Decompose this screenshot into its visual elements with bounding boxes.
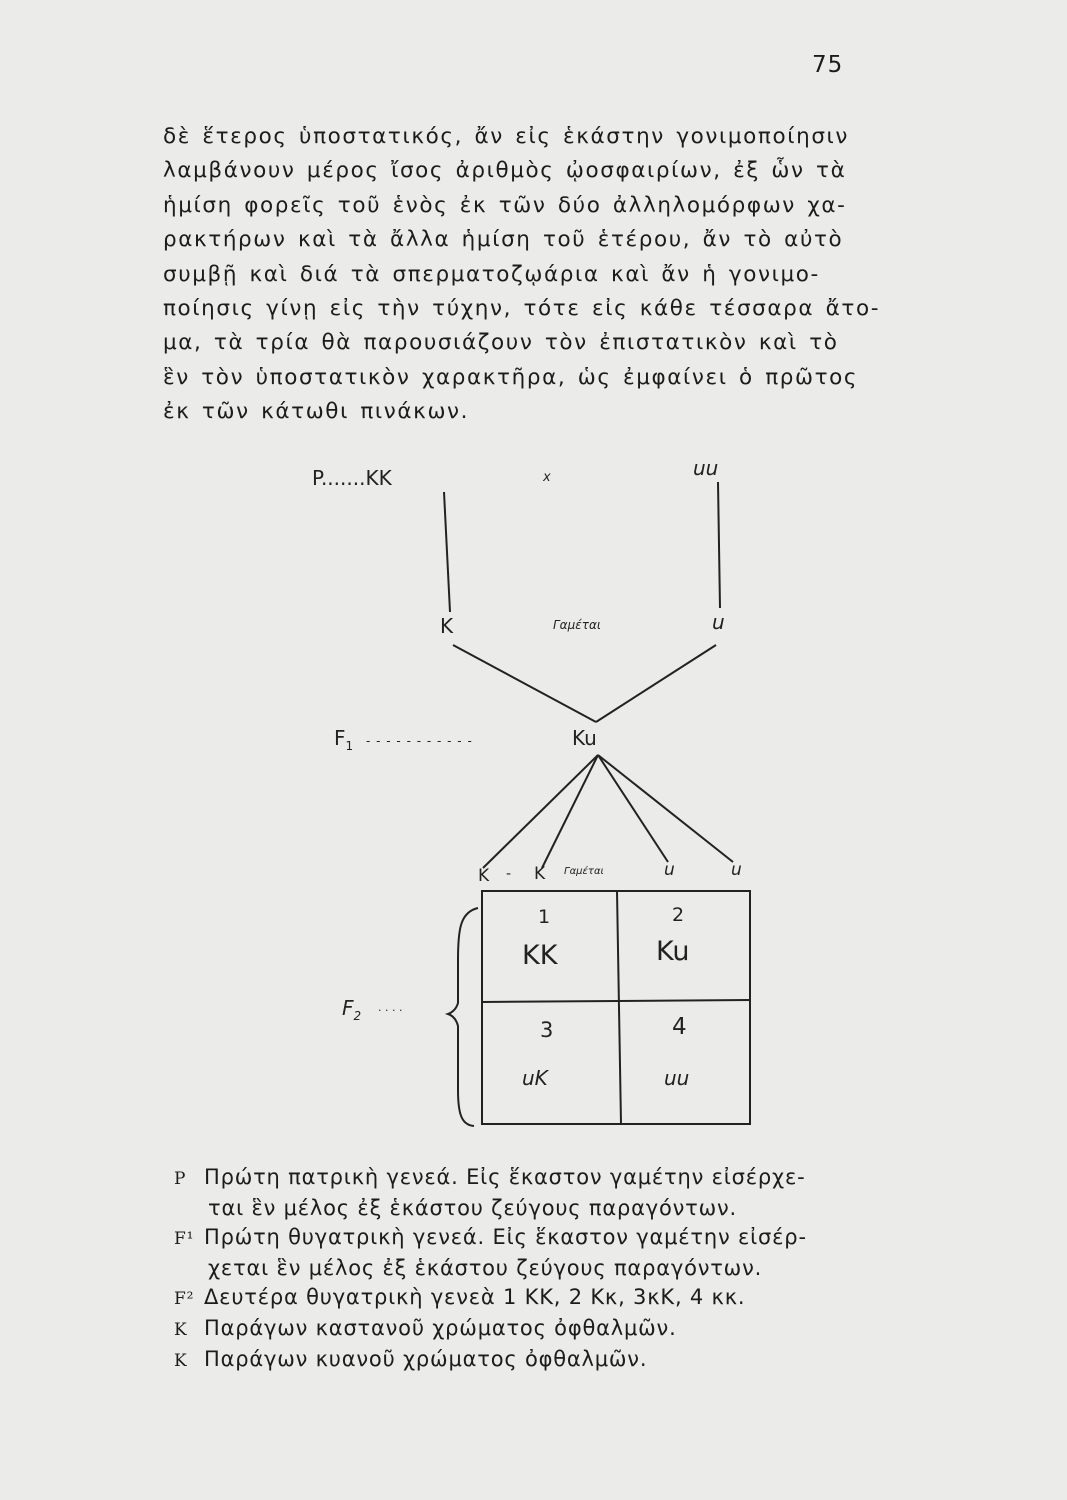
legend-text: Πρώτη πατρικὴ γενεά. Εἰς ἕκαστον γαμέτην εἰσέρχε- [204,1165,806,1189]
legend-text: Δευτέρα θυγατρικὴ γενεὰ 1 ΚΚ, 2 Κκ, 3κΚ, 4 κκ. [204,1285,746,1309]
f1-gamete: K [534,864,546,884]
f2-letter: F [342,996,354,1020]
gametes-label-bottom: Γαμέται [564,866,604,877]
cell-genotype: KK [522,940,558,971]
legend-mark: F² [174,1289,195,1309]
legend-text: ται ἓν μέλος ἐξ ἑκάστου ζεύγους παραγόντων. [208,1196,737,1220]
legend-line [174,1194,914,1223]
gamete-u-label: u [712,610,725,634]
f1-dots: - - - - - - - - - - - [366,734,473,748]
paragraph-line: μα, τὰ τρία θὰ παρουσιάζουν τὸν ἐπιστατικὸν καὶ τὸ [163,330,839,356]
line-kk-to-k [444,492,450,612]
punnett-vertical-divider [617,891,621,1124]
cell-number: 2 [672,904,685,926]
legend-mark: F¹ [174,1229,195,1249]
page-number: 75 [812,52,844,78]
cross-symbol: x [543,470,551,485]
cell-number: 3 [540,1018,554,1042]
f1-genotype: Ku [572,726,597,750]
cell-genotype: uK [522,1066,548,1090]
cell-number: 1 [538,906,551,928]
legend-line [174,1254,914,1283]
paragraph-line: ποίησις γίνῃ εἰς τὴν τύχην, τότε εἰς κάθε τέσσαρα ἄτο- [163,296,881,322]
legend-line [174,1283,914,1314]
line-f1-to-gamete-3 [598,755,668,862]
legend-line [174,1163,914,1194]
paragraph-line: δὲ ἕτερος ὑποστατικός, ἄν εἰς ἑκάστην γονιμοποίησιν [163,124,850,149]
f1-label [334,726,353,753]
line-f1-to-gamete-2 [542,755,598,868]
legend-text: Πρώτη θυγατρικὴ γενεά. Εἰς ἕκαστον γαμέτην εἰσέρ- [204,1225,807,1249]
legend-text: Παράγων κυανοῦ χρώματος ὀφθαλμῶν. [204,1347,648,1371]
f1-gamete: u [731,860,742,880]
f2-label [342,996,361,1023]
legend-mark: P [174,1169,187,1189]
legend-mark: Κ [174,1320,188,1340]
legend-text: χεται ἓν μέλος ἐξ ἑκάστου ζεύγους παραγόντων. [208,1256,763,1280]
legend-text: Παράγων καστανοῦ χρώματος ὀφθαλμῶν. [204,1316,677,1340]
paragraph-line: ἐκ τῶν κάτωθι πινάκων. [163,399,470,425]
line-f1-to-gamete-4 [598,755,733,862]
f2-dots: · · · · [378,1004,403,1017]
cell-genotype: Ku [656,936,690,967]
gamete-k-label: K [440,614,454,638]
paragraph-line: συμβῇ καὶ διά τὰ σπερματοζῳάρια καὶ ἄν ἡ γονιμο- [163,261,820,287]
f2-brace [448,908,478,1126]
legend [174,1163,914,1376]
legend-mark: Κ [174,1351,188,1371]
parent-recessive-label: uu [693,456,719,480]
line-u-to-f1 [596,645,716,722]
f1-gamete: u [664,860,675,880]
legend-line [174,1345,914,1376]
cell-genotype: uu [664,1066,690,1090]
f1-gamete: K [478,866,490,886]
f1-letter: F [334,726,346,750]
legend-line [174,1314,914,1345]
f2-subscript: 2 [353,1009,362,1023]
paragraph-line: λαμβάνουν μέρος ἴσος ἀριθμὸς ᾠοσφαιρίων, ἐξ ὧν τὰ [163,158,847,184]
f1-subscript: 1 [345,739,354,753]
line-k-to-f1 [453,645,596,722]
gametes-label-top: Γαμέται [553,618,601,632]
paragraph-line: ἓν τὸν ὑποστατικὸν χαρακτῆρα, ὡς ἐμφαίνει ὁ πρῶτος [163,364,859,390]
paragraph-line: ἡμίση φορεῖς τοῦ ἑνὸς ἐκ τῶν δύο ἀλληλομόρφων χα- [163,192,847,218]
punnett-horizontal-divider [482,1000,750,1002]
cell-number: 4 [672,1014,687,1040]
f1-gamete-dash: - [506,866,512,882]
line-f1-to-gamete-1 [483,755,598,868]
paragraph-line: ρακτήρων καὶ τὰ ἄλλα ἡμίση τοῦ ἑτέρου, ἄν τὸ αὐτὸ [163,227,844,253]
parent-dominant-label: P.......KK [312,466,392,490]
legend-line [174,1223,914,1254]
line-uu-to-u [718,482,720,608]
